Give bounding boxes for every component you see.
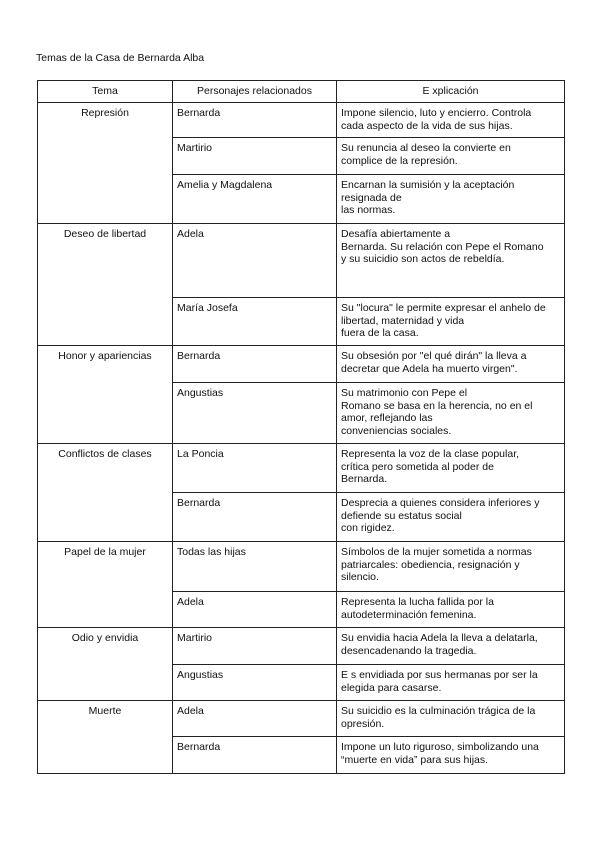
personaje-cell: Amelia y Magdalena <box>173 175 337 224</box>
explicacion-cell: Representa la lucha fallida por la autodeterminación femenina. <box>337 592 565 628</box>
header-explicacion: E xplicación <box>337 81 565 103</box>
explicacion-cell: Su matrimonio con Pepe el Romano se basa en la herencia, no en el amor, reflejando las conveniencias sociales. <box>337 383 565 444</box>
header-tema: Tema <box>38 81 173 103</box>
explicacion-cell: Encarnan la sumisión y la aceptación resignada de las normas. <box>337 175 565 224</box>
table-body <box>38 103 565 774</box>
explicacion-cell: Su suicidio es la culminación trágica de la opresión. <box>337 701 565 737</box>
explicacion-cell: Símbolos de la mujer sometida a normas patriarcales: obediencia, resignación y silencio. <box>337 542 565 592</box>
explicacion-cell: Representa la voz de la clase popular, crítica pero sometida al poder de Bernarda. <box>337 444 565 493</box>
personaje-cell: Martirio <box>173 628 337 665</box>
tema-cell: Deseo de libertad <box>38 224 173 346</box>
table-row <box>38 628 565 665</box>
table-row <box>38 346 565 383</box>
explicacion-cell: Desafía abiertamente a Bernarda. Su relación con Pepe el Romano y su suicidio son actos de rebeldía. <box>337 224 565 298</box>
personaje-cell: Adela <box>173 224 337 298</box>
personaje-cell: Adela <box>173 701 337 737</box>
table-row <box>38 542 565 592</box>
explicacion-cell: Impone silencio, luto y encierro. Controla cada aspecto de la vida de sus hijas. <box>337 103 565 138</box>
personaje-cell: Bernarda <box>173 737 337 774</box>
table-header-row <box>38 81 565 103</box>
personaje-cell: Angustias <box>173 665 337 701</box>
explicacion-cell: Desprecia a quienes considera inferiores y defiende su estatus social con rigidez. <box>337 493 565 542</box>
themes-table <box>37 80 565 774</box>
header-personajes: Personajes relacionados <box>173 81 337 103</box>
personaje-cell: María Josefa <box>173 298 337 346</box>
personaje-cell: Bernarda <box>173 493 337 542</box>
tema-cell: Odio y envidia <box>38 628 173 701</box>
tema-cell: Conflictos de clases <box>38 444 173 542</box>
tema-cell: Represión <box>38 103 173 224</box>
tema-cell: Honor y apariencias <box>38 346 173 444</box>
personaje-cell: Martirio <box>173 138 337 175</box>
personaje-cell: Todas las hijas <box>173 542 337 592</box>
explicacion-cell: Su "locura" le permite expresar el anhelo de libertad, maternidad y vida fuera de la casa. <box>337 298 565 346</box>
explicacion-cell: Impone un luto riguroso, simbolizando una “muerte en vida” para sus hijas. <box>337 737 565 774</box>
explicacion-cell: Su obsesión por "el qué dirán" la lleva a decretar que Adela ha muerto virgen". <box>337 346 565 383</box>
personaje-cell: Adela <box>173 592 337 628</box>
personaje-cell: Bernarda <box>173 346 337 383</box>
explicacion-cell: Su renuncia al deseo la convierte en complice de la represión. <box>337 138 565 175</box>
table-row <box>38 103 565 138</box>
document-title: Temas de la Casa de Bernarda Alba <box>36 52 205 64</box>
table-row <box>38 444 565 493</box>
personaje-cell: Angustias <box>173 383 337 444</box>
explicacion-cell: Su envidia hacia Adela la lleva a delatarla, desencadenando la tragedia. <box>337 628 565 665</box>
personaje-cell: Bernarda <box>173 103 337 138</box>
table-row <box>38 701 565 737</box>
personaje-cell: La Poncia <box>173 444 337 493</box>
tema-cell: Papel de la mujer <box>38 542 173 628</box>
explicacion-cell: E s envidiada por sus hermanas por ser la elegida para casarse. <box>337 665 565 701</box>
table-row <box>38 224 565 298</box>
tema-cell: Muerte <box>38 701 173 774</box>
